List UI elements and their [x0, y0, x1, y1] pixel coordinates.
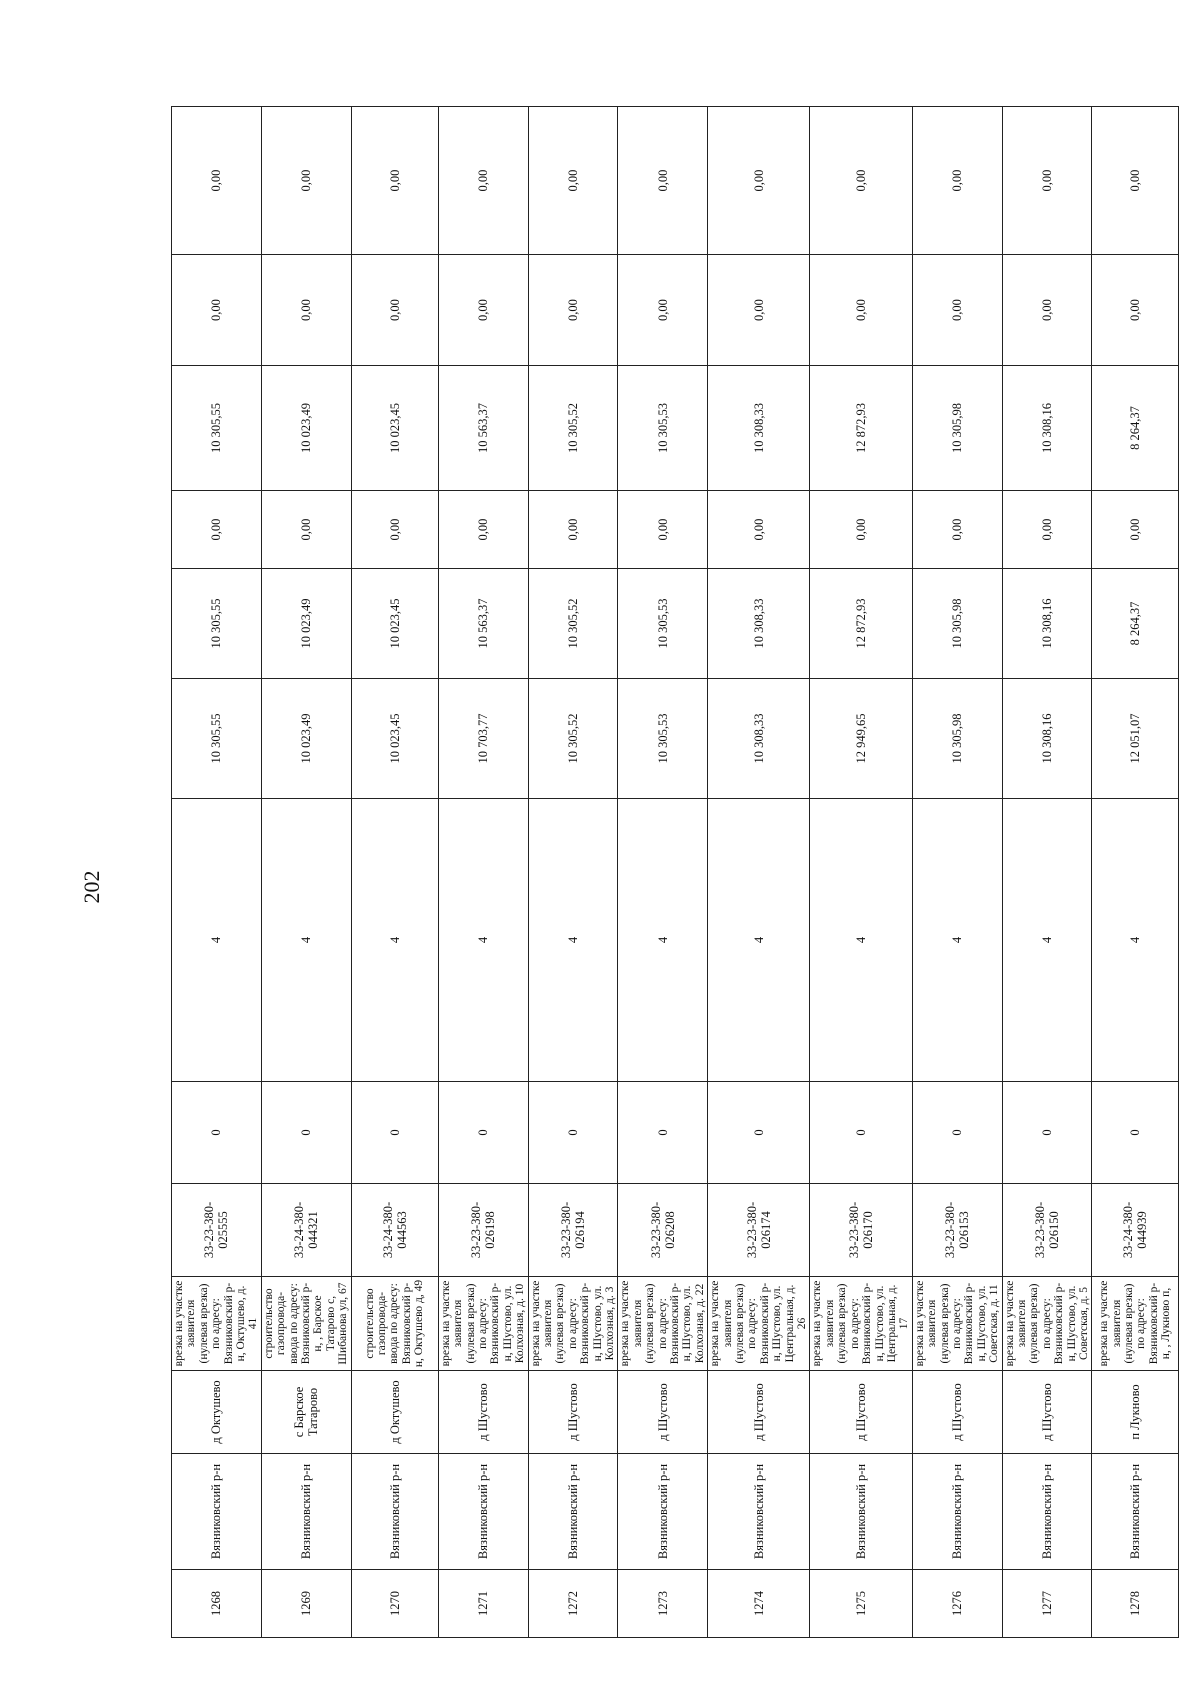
value-8-cell: 0,00	[618, 107, 708, 255]
row-number-cell: 1273	[618, 1570, 708, 1638]
row-number-cell: 1277	[1002, 1570, 1092, 1638]
code-cell: 33-23-380-026170	[810, 1184, 912, 1277]
description-cell: врезка на участке заявителя (нулевая врезка) по адресу: Вязниковский р-н, Шустово, ул. Колхозная, д. 22	[618, 1277, 708, 1371]
district-cell: Вязниковский р-н	[1092, 1454, 1179, 1570]
value-6-cell: 10 305,53	[618, 366, 708, 491]
value-7-cell: 0,00	[1002, 255, 1092, 366]
value-1-cell: 0	[618, 1082, 708, 1184]
locality-cell: д Шустово	[912, 1371, 1002, 1454]
locality-cell: д Шустово	[528, 1371, 618, 1454]
locality-cell: д Октушево	[172, 1371, 262, 1454]
value-3-cell: 12 051,07	[1092, 679, 1179, 799]
value-5-cell: 0,00	[618, 491, 708, 569]
value-4-cell: 12 872,93	[810, 569, 912, 679]
value-2-cell: 4	[810, 799, 912, 1082]
value-8-cell: 0,00	[912, 107, 1002, 255]
value-6-cell: 8 264,37	[1092, 366, 1179, 491]
table-row	[618, 107, 708, 1638]
table-row	[912, 107, 1002, 1638]
description-cell: врезка на участке заявителя (нулевая врезка) по адресу: Вязниковский р-н, Шустово, ул. Советская, д. 11	[912, 1277, 1002, 1371]
value-7-cell: 0,00	[261, 255, 351, 366]
row-number-cell: 1278	[1092, 1570, 1179, 1638]
value-8-cell: 0,00	[261, 107, 351, 255]
value-8-cell: 0,00	[810, 107, 912, 255]
district-cell: Вязниковский р-н	[810, 1454, 912, 1570]
value-4-cell: 10 308,16	[1002, 569, 1092, 679]
district-cell: Вязниковский р-н	[172, 1454, 262, 1570]
code-cell: 33-23-380-026153	[912, 1184, 1002, 1277]
district-cell: Вязниковский р-н	[528, 1454, 618, 1570]
value-5-cell: 0,00	[261, 491, 351, 569]
value-4-cell: 10 563,37	[438, 569, 528, 679]
table-row	[172, 107, 262, 1638]
value-2-cell: 4	[618, 799, 708, 1082]
code-cell: 33-23-380-026198	[438, 1184, 528, 1277]
value-2-cell: 4	[351, 799, 438, 1082]
value-2-cell: 4	[708, 799, 810, 1082]
value-8-cell: 0,00	[172, 107, 262, 255]
value-1-cell: 0	[172, 1082, 262, 1184]
value-8-cell: 0,00	[708, 107, 810, 255]
locality-cell: д Шустово	[708, 1371, 810, 1454]
value-5-cell: 0,00	[708, 491, 810, 569]
locality-cell: с Барское Татарово	[261, 1371, 351, 1454]
value-2-cell: 4	[1002, 799, 1092, 1082]
locality-cell: д Шустово	[1002, 1371, 1092, 1454]
value-3-cell: 10 305,98	[912, 679, 1002, 799]
district-cell: Вязниковский р-н	[708, 1454, 810, 1570]
value-1-cell: 0	[1002, 1082, 1092, 1184]
row-number-cell: 1272	[528, 1570, 618, 1638]
code-cell: 33-24-380-044321	[261, 1184, 351, 1277]
locality-cell: д Шустово	[618, 1371, 708, 1454]
code-cell: 33-23-380-026194	[528, 1184, 618, 1277]
value-4-cell: 10 305,55	[172, 569, 262, 679]
value-3-cell: 10 703,77	[438, 679, 528, 799]
value-1-cell: 0	[438, 1082, 528, 1184]
district-cell: Вязниковский р-н	[261, 1454, 351, 1570]
locality-cell: д Октушево	[351, 1371, 438, 1454]
code-cell: 33-23-380-026174	[708, 1184, 810, 1277]
value-7-cell: 0,00	[528, 255, 618, 366]
value-1-cell: 0	[912, 1082, 1002, 1184]
description-cell: врезка на участке заявителя (нулевая врезка) по адресу: Вязниковский р-н, Шустово, ул. Центральная, д. 26	[708, 1277, 810, 1371]
value-5-cell: 0,00	[810, 491, 912, 569]
value-7-cell: 0,00	[810, 255, 912, 366]
table-row	[261, 107, 351, 1638]
code-cell: 33-23-380-026150	[1002, 1184, 1092, 1277]
locality-cell: д Шустово	[438, 1371, 528, 1454]
value-4-cell: 10 023,49	[261, 569, 351, 679]
value-2-cell: 4	[261, 799, 351, 1082]
value-1-cell: 0	[351, 1082, 438, 1184]
description-cell: врезка на участке заявителя (нулевая врезка) по адресу: Вязниковский р-н, Шустово, ул. Колхозная, д. 10	[438, 1277, 528, 1371]
table-row	[1092, 107, 1179, 1638]
value-1-cell: 0	[708, 1082, 810, 1184]
value-3-cell: 10 308,16	[1002, 679, 1092, 799]
value-6-cell: 10 023,49	[261, 366, 351, 491]
value-4-cell: 10 023,45	[351, 569, 438, 679]
value-8-cell: 0,00	[1092, 107, 1179, 255]
description-cell: строительство газопровода-ввода по адресу: Вязниковский р-н, , Барское Татарово с, Шибанова ул, 67	[261, 1277, 351, 1371]
row-number-cell: 1274	[708, 1570, 810, 1638]
value-2-cell: 4	[1092, 799, 1179, 1082]
value-5-cell: 0,00	[438, 491, 528, 569]
row-number-cell: 1270	[351, 1570, 438, 1638]
table-body	[172, 107, 1179, 1638]
value-5-cell: 0,00	[172, 491, 262, 569]
value-7-cell: 0,00	[618, 255, 708, 366]
value-4-cell: 8 264,37	[1092, 569, 1179, 679]
value-8-cell: 0,00	[351, 107, 438, 255]
value-5-cell: 0,00	[1092, 491, 1179, 569]
value-2-cell: 4	[528, 799, 618, 1082]
value-3-cell: 12 949,65	[810, 679, 912, 799]
value-7-cell: 0,00	[351, 255, 438, 366]
value-4-cell: 10 305,98	[912, 569, 1002, 679]
district-cell: Вязниковский р-н	[618, 1454, 708, 1570]
value-4-cell: 10 305,53	[618, 569, 708, 679]
page-number: 202	[79, 870, 104, 904]
value-1-cell: 0	[810, 1082, 912, 1184]
table-row	[1002, 107, 1092, 1638]
row-number-cell: 1271	[438, 1570, 528, 1638]
code-cell: 33-23-380-025555	[172, 1184, 262, 1277]
value-8-cell: 0,00	[438, 107, 528, 255]
code-cell: 33-24-380-044939	[1092, 1184, 1179, 1277]
rotated-table-area	[171, 107, 1173, 1638]
value-2-cell: 4	[438, 799, 528, 1082]
table-row	[810, 107, 912, 1638]
value-3-cell: 10 305,55	[172, 679, 262, 799]
table-row	[708, 107, 810, 1638]
value-5-cell: 0,00	[351, 491, 438, 569]
value-4-cell: 10 308,33	[708, 569, 810, 679]
value-3-cell: 10 305,52	[528, 679, 618, 799]
data-table	[171, 106, 1179, 1638]
value-1-cell: 0	[528, 1082, 618, 1184]
district-cell: Вязниковский р-н	[438, 1454, 528, 1570]
value-5-cell: 0,00	[912, 491, 1002, 569]
table-row	[438, 107, 528, 1638]
value-1-cell: 0	[261, 1082, 351, 1184]
value-8-cell: 0,00	[528, 107, 618, 255]
value-3-cell: 10 023,45	[351, 679, 438, 799]
value-6-cell: 10 305,55	[172, 366, 262, 491]
value-7-cell: 0,00	[708, 255, 810, 366]
value-2-cell: 4	[912, 799, 1002, 1082]
value-7-cell: 0,00	[438, 255, 528, 366]
value-5-cell: 0,00	[1002, 491, 1092, 569]
description-cell: врезка на участке заявителя (нулевая врезка) по адресу: Вязниковский р-н, Октушево, д. 41	[172, 1277, 262, 1371]
locality-cell: п Лукново	[1092, 1371, 1179, 1454]
row-number-cell: 1268	[172, 1570, 262, 1638]
district-cell: Вязниковский р-н	[912, 1454, 1002, 1570]
value-6-cell: 10 023,45	[351, 366, 438, 491]
row-number-cell: 1276	[912, 1570, 1002, 1638]
table-row	[528, 107, 618, 1638]
description-cell: врезка на участке заявителя (нулевая врезка) по адресу: Вязниковский р-н, , Лукново п,	[1092, 1277, 1179, 1371]
value-6-cell: 10 563,37	[438, 366, 528, 491]
value-2-cell: 4	[172, 799, 262, 1082]
value-6-cell: 10 305,52	[528, 366, 618, 491]
value-1-cell: 0	[1092, 1082, 1179, 1184]
value-7-cell: 0,00	[912, 255, 1002, 366]
value-3-cell: 10 308,33	[708, 679, 810, 799]
value-6-cell: 10 308,33	[708, 366, 810, 491]
value-6-cell: 12 872,93	[810, 366, 912, 491]
description-cell: врезка на участке заявителя (нулевая врезка) по адресу: Вязниковский р-н, Шустово, ул. Советская, д. 5	[1002, 1277, 1092, 1371]
value-5-cell: 0,00	[528, 491, 618, 569]
code-cell: 33-24-380-044563	[351, 1184, 438, 1277]
value-4-cell: 10 305,52	[528, 569, 618, 679]
district-cell: Вязниковский р-н	[1002, 1454, 1092, 1570]
value-8-cell: 0,00	[1002, 107, 1092, 255]
district-cell: Вязниковский р-н	[351, 1454, 438, 1570]
row-number-cell: 1269	[261, 1570, 351, 1638]
code-cell: 33-23-380-026208	[618, 1184, 708, 1277]
value-6-cell: 10 305,98	[912, 366, 1002, 491]
value-7-cell: 0,00	[1092, 255, 1179, 366]
value-7-cell: 0,00	[172, 255, 262, 366]
value-3-cell: 10 023,49	[261, 679, 351, 799]
description-cell: строительство газопровода-ввода по адресу: Вязниковский р-н, Октушево д, 49	[351, 1277, 438, 1371]
description-cell: врезка на участке заявителя (нулевая врезка) по адресу: Вязниковский р-н, Шустово, ул. Колхозная, д. 3	[528, 1277, 618, 1371]
value-3-cell: 10 305,53	[618, 679, 708, 799]
description-cell: врезка на участке заявителя (нулевая врезка) по адресу: Вязниковский р-н, Шустово, ул. Центральная, д. 17	[810, 1277, 912, 1371]
table-row	[351, 107, 438, 1638]
locality-cell: д Шустово	[810, 1371, 912, 1454]
row-number-cell: 1275	[810, 1570, 912, 1638]
value-6-cell: 10 308,16	[1002, 366, 1092, 491]
